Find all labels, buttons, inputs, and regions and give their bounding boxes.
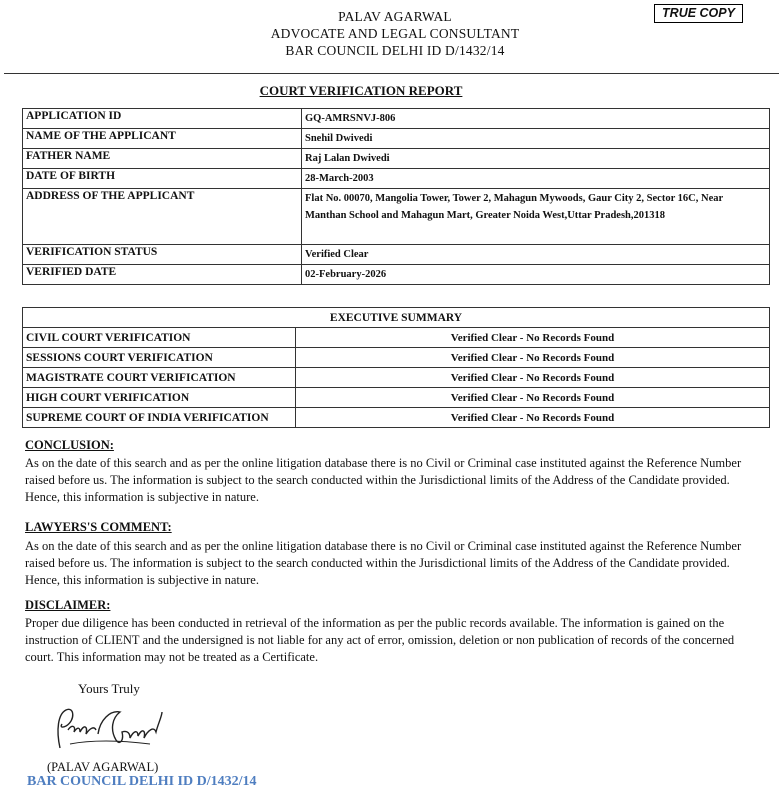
header-divider (4, 73, 779, 74)
row-value: 28-March-2003 (302, 169, 770, 189)
lawyers-comment-title: LAWYERS'S COMMENT: (25, 520, 172, 534)
table-row (23, 388, 770, 408)
table-row (23, 245, 770, 265)
row-value: Snehil Dwivedi (302, 129, 770, 149)
row-label: SUPREME COURT OF INDIA VERIFICATION (23, 408, 296, 428)
row-label: MAGISTRATE COURT VERIFICATION (23, 368, 296, 388)
table-row (23, 169, 770, 189)
row-label: VERIFICATION STATUS (23, 245, 302, 265)
conclusion-title: CONCLUSION: (25, 438, 114, 452)
table-row (23, 149, 770, 169)
lawyer-name: PALAV AGARWAL (338, 9, 452, 24)
row-value: Verified Clear - No Records Found (296, 408, 770, 428)
table-row (23, 348, 770, 368)
row-value: Verified Clear (302, 245, 770, 265)
signatory-name: (PALAV AGARWAL) (47, 760, 159, 774)
lawyer-title: ADVOCATE AND LEGAL CONSULTANT (270, 26, 520, 41)
table-row (23, 308, 770, 328)
table-row (23, 328, 770, 348)
signature-image (50, 700, 170, 758)
row-value: Raj Lalan Dwivedi (302, 149, 770, 169)
row-label: ADDRESS OF THE APPLICANT (23, 189, 302, 245)
table-row (23, 408, 770, 428)
closing-salutation: Yours Truly (78, 681, 140, 696)
signatory-bar-id: BAR COUNCIL DELHI ID D/1432/14 (27, 774, 257, 789)
table-row (23, 368, 770, 388)
row-label: CIVIL COURT VERIFICATION (23, 328, 296, 348)
table-row (23, 129, 770, 149)
disclaimer-title: DISCLAIMER: (25, 598, 111, 612)
row-label: VERIFIED DATE (23, 265, 302, 285)
row-value: 02-February-2026 (302, 265, 770, 285)
table-row (23, 109, 770, 129)
row-label: SESSIONS COURT VERIFICATION (23, 348, 296, 368)
disclaimer-text: Proper due diligence has been conducted in retrieval of the information as per the public records available. The information is gained on the instruction of CLIENT and the undersigned is not liable for any act of error, omission, deletion or non publication of records of the concerned court. This information may not be treated as a Certificate. (25, 616, 735, 664)
row-label: HIGH COURT VERIFICATION (23, 388, 296, 408)
row-value: Verified Clear - No Records Found (296, 328, 770, 348)
executive-summary-table (22, 307, 770, 428)
report-title: COURT VERIFICATION REPORT (259, 83, 463, 98)
row-label: APPLICATION ID (23, 109, 302, 129)
lawyers-comment-text: As on the date of this search and as per the online litigation database there is no Civil or Criminal case instituted against the Reference Number raised before us. The information is subject to the search conducted within the Jurisdictional limits of the Address of the Candidate provided. Hence, this information is subjective in nature. (25, 539, 742, 587)
row-value: Flat No. 00070, Mangolia Tower, Tower 2, Mahagun Mywoods, Gaur City 2, Sector 16C, Near Manthan School and Mahagun Mart, Greater Noida West,Uttar Pradesh,201318 (302, 189, 770, 245)
row-value: Verified Clear - No Records Found (296, 368, 770, 388)
summary-title: EXECUTIVE SUMMARY (23, 308, 770, 328)
row-label: NAME OF THE APPLICANT (23, 129, 302, 149)
conclusion-text: As on the date of this search and as per the online litigation database there is no Civil or Criminal case instituted against the Reference Number raised before us. The information is subject to the search conducted within the Jurisdictional limits of the Address of the Candidate provided. Hence, this information is subjective in nature. (25, 456, 742, 504)
row-value: Verified Clear - No Records Found (296, 348, 770, 368)
row-value: Verified Clear - No Records Found (296, 388, 770, 408)
table-row (23, 189, 770, 245)
table-row (23, 265, 770, 285)
true-copy-stamp: TRUE COPY (654, 4, 743, 23)
applicant-details-table (22, 108, 770, 285)
row-value: GQ-AMRSNVJ-806 (302, 109, 770, 129)
row-label: DATE OF BIRTH (23, 169, 302, 189)
bar-council-id: BAR COUNCIL DELHI ID D/1432/14 (285, 43, 505, 58)
row-label: FATHER NAME (23, 149, 302, 169)
